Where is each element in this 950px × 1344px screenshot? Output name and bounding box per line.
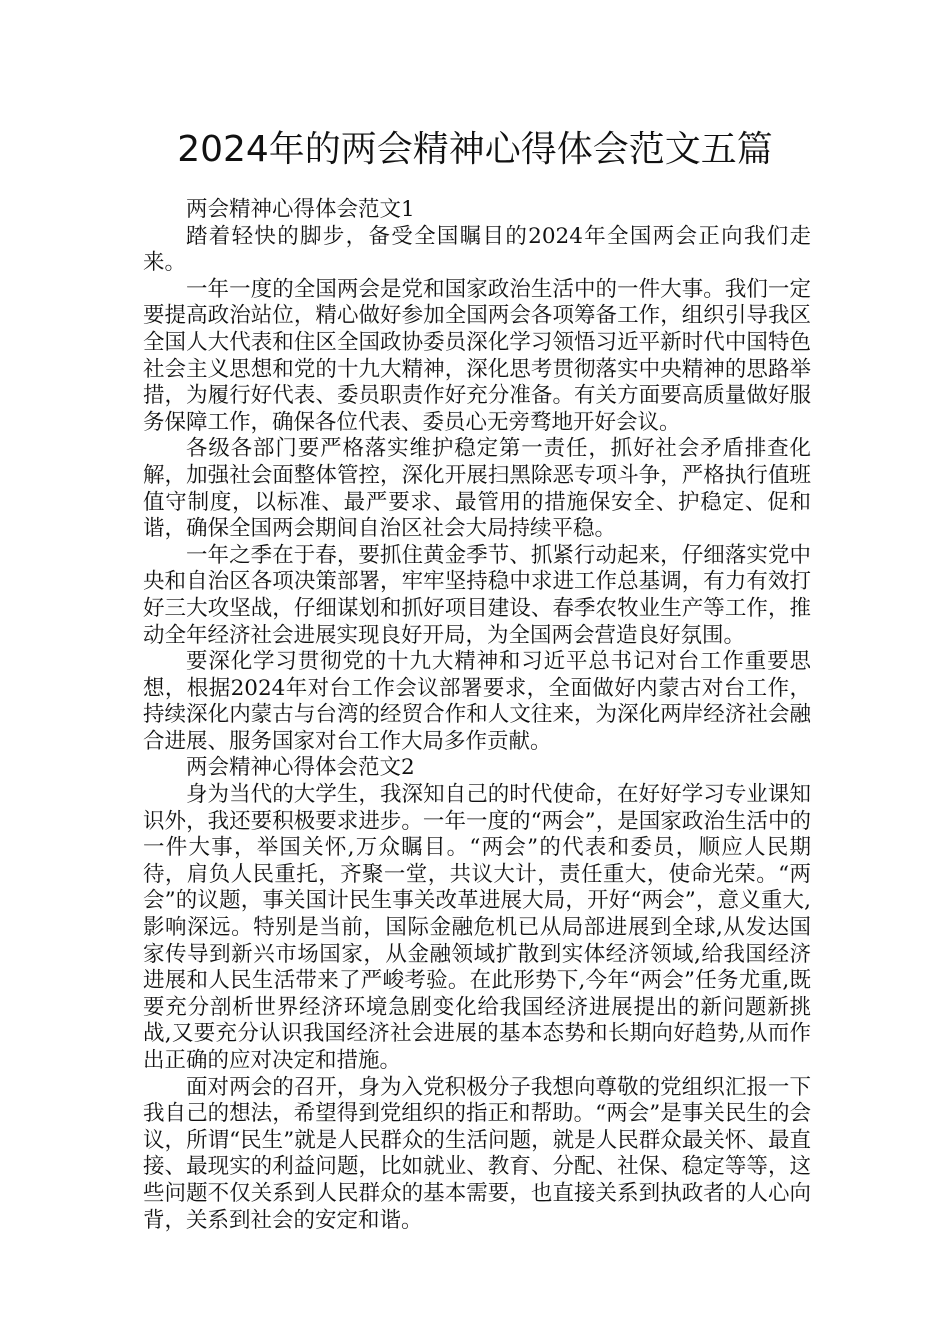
document-title: 2024年的两会精神心得体会范文五篇: [177, 129, 773, 170]
document-body: [143, 197, 811, 1234]
section-heading-2: 两会精神心得体会范文2: [186, 755, 415, 781]
body-paragraph: 身为当代的大学生，我深知自己的时代使命，在好好学习专业课知识外，我还要积极要求进步。一年一度的“两会”，是国家政治生活中的一件大事，举国关怀,万众瞩目。“两会”的代表和委员，顺应人民期待，肩负人民重托，齐聚一堂，共议大计，责任重大，使命光荣。“两会”的议题，事关国计民生事关改革进展大局，开好“两会”，意义重大,影响深远。特别是当前，国际金融危机已从局部进展到全球,从发达国家传导到新兴市场国家，从金融领域扩散到实体经济领域,给我国经济进展和人民生活带来了严峻考验。在此形势下,今年“两会”任务尤重,既要充分剖析世界经济环境急剧变化给我国经济进展提出的新问题新挑战,又要充分认识我国经济社会进展的基本态势和长期向好趋势,从而作出正确的应对决定和措施。: [143, 782, 811, 1073]
body-paragraph: 一年一度的全国两会是党和国家政治生活中的一件大事。我们一定要提高政治站位，精心做好参加全国两会各项筹备工作，组织引导我区全国人大代表和住区全国政协委员深化学习领悟习近平新时代中国特色社会主义思想和党的十九大精神，深化思考贯彻落实中央精神的思路举措，为履行好代表、委员职责作好充分准备。有关方面要高质量做好服务保障工作，确保各位代表、委员心无旁骛地开好会议。: [143, 276, 811, 435]
body-paragraph: 面对两会的召开，身为入党积极分子我想向尊敬的党组织汇报一下我自己的想法，希望得到党组织的指正和帮助。“两会”是事关民生的会议，所谓“民生”就是人民群众的生活问题，就是人民群众最关怀、最直接、最现实的利益问题，比如就业、教育、分配、社保、稳定等等，这些问题不仅关系到人民群众的基本需要，也直接关系到执政者的人心向背，关系到社会的安定和谐。: [143, 1074, 811, 1233]
body-paragraph: 各级各部门要严格落实维护稳定第一责任，抓好社会矛盾排查化解，加强社会面整体管控，深化开展扫黑除恶专项斗争，严格执行值班值守制度，以标准、最严要求、最管用的措施保安全、护稳定、促和谐，确保全国两会期间自治区社会大局持续平稳。: [143, 436, 811, 542]
body-paragraph: 一年之季在于春，要抓住黄金季节、抓紧行动起来，仔细落实党中央和自治区各项决策部署，牢牢坚持稳中求进工作总基调，有力有效打好三大攻坚战，仔细谋划和抓好项目建设、春季农牧业生产等工作，推动全年经济社会进展实现良好开局，为全国两会营造良好氛围。: [143, 542, 811, 648]
body-paragraph: 踏着轻快的脚步，备受全国瞩目的2024年全国两会正向我们走来。: [143, 223, 811, 276]
section-heading-1: 两会精神心得体会范文1: [186, 197, 415, 222]
body-paragraph: 要深化学习贯彻党的十九大精神和习近平总书记对台工作重要思想，根据2024年对台工作会议部署要求，全面做好内蒙古对台工作，持续深化内蒙古与台湾的经贸合作和人文往来，为深化两岸经济社会融合进展、服务国家对台工作大局多作贡献。: [143, 649, 811, 754]
